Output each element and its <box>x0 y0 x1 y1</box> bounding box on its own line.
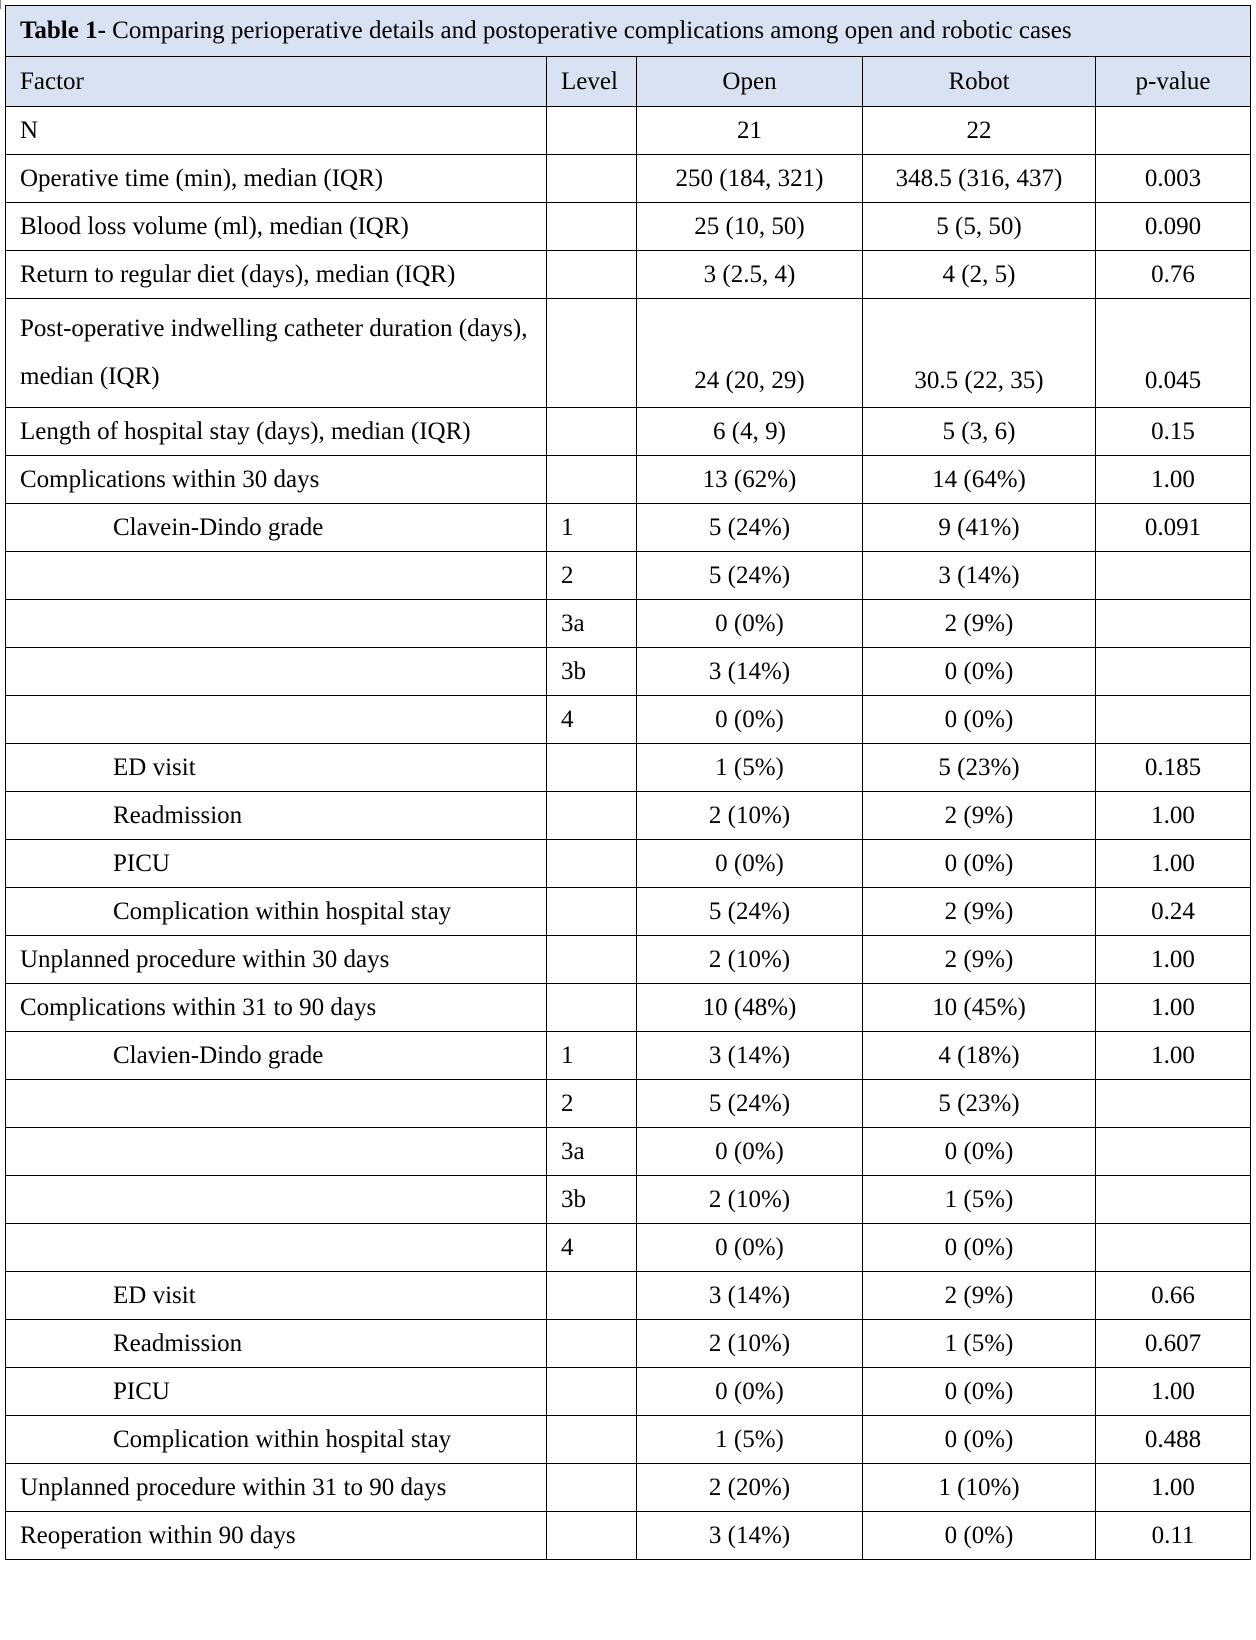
table-row <box>6 408 1251 456</box>
p-value-cell: 0.607 <box>1096 1320 1251 1368</box>
table-row <box>6 888 1251 936</box>
open-cell: 2 (10%) <box>637 936 863 984</box>
p-value-cell: 0.66 <box>1096 1272 1251 1320</box>
table-row <box>6 1464 1251 1512</box>
open-cell: 1 (5%) <box>637 744 863 792</box>
robot-cell: 4 (2, 5) <box>863 251 1096 299</box>
factor-cell: Reoperation within 90 days <box>6 1512 547 1560</box>
factor-cell: Readmission <box>6 792 547 840</box>
p-value-cell <box>1096 1224 1251 1272</box>
robot-cell: 10 (45%) <box>863 984 1096 1032</box>
factor-cell: PICU <box>6 840 547 888</box>
p-value-cell: 1.00 <box>1096 840 1251 888</box>
level-cell: 2 <box>547 552 637 600</box>
table-row <box>6 600 1251 648</box>
factor-cell: Complication within hospital stay <box>6 1416 547 1464</box>
factor-cell: Clavien-Dindo grade <box>6 1032 547 1080</box>
open-cell: 3 (14%) <box>637 648 863 696</box>
level-cell <box>547 456 637 504</box>
robot-cell: 0 (0%) <box>863 648 1096 696</box>
factor-cell: Post-operative indwelling catheter duration (days), median (IQR) <box>6 299 547 408</box>
p-value-cell: 0.090 <box>1096 203 1251 251</box>
level-cell <box>547 1416 637 1464</box>
table-row <box>6 696 1251 744</box>
open-cell: 5 (24%) <box>637 1080 863 1128</box>
p-value-cell: 1.00 <box>1096 456 1251 504</box>
level-cell <box>547 107 637 155</box>
factor-cell: Complication within hospital stay <box>6 888 547 936</box>
robot-cell: 2 (9%) <box>863 936 1096 984</box>
open-cell: 0 (0%) <box>637 1368 863 1416</box>
open-cell: 250 (184, 321) <box>637 155 863 203</box>
level-cell <box>547 155 637 203</box>
level-cell: 3b <box>547 648 637 696</box>
p-value-cell <box>1096 107 1251 155</box>
results-table <box>5 5 1251 1560</box>
table-body <box>6 107 1251 1560</box>
factor-cell <box>6 1176 547 1224</box>
open-cell: 25 (10, 50) <box>637 203 863 251</box>
header-robot: Robot <box>863 57 1096 107</box>
p-value-cell: 0.76 <box>1096 251 1251 299</box>
p-value-cell: 1.00 <box>1096 792 1251 840</box>
level-cell <box>547 1368 637 1416</box>
open-cell: 5 (24%) <box>637 552 863 600</box>
factor-cell: Clavein-Dindo grade <box>6 504 547 552</box>
level-cell: 3a <box>547 1128 637 1176</box>
factor-cell: Complications within 30 days <box>6 456 547 504</box>
robot-cell: 2 (9%) <box>863 792 1096 840</box>
table-row <box>6 203 1251 251</box>
table-row <box>6 792 1251 840</box>
robot-cell: 2 (9%) <box>863 600 1096 648</box>
p-value-cell: 1.00 <box>1096 1368 1251 1416</box>
p-value-cell: 0.091 <box>1096 504 1251 552</box>
level-cell <box>547 744 637 792</box>
robot-cell: 0 (0%) <box>863 696 1096 744</box>
p-value-cell <box>1096 696 1251 744</box>
robot-cell: 3 (14%) <box>863 552 1096 600</box>
open-cell: 13 (62%) <box>637 456 863 504</box>
p-value-cell: 0.185 <box>1096 744 1251 792</box>
open-cell: 1 (5%) <box>637 1416 863 1464</box>
robot-cell: 1 (10%) <box>863 1464 1096 1512</box>
factor-cell: ED visit <box>6 1272 547 1320</box>
factor-cell <box>6 1224 547 1272</box>
p-value-cell <box>1096 552 1251 600</box>
open-cell: 21 <box>637 107 863 155</box>
table-row <box>6 1128 1251 1176</box>
open-cell: 2 (20%) <box>637 1464 863 1512</box>
level-cell: 4 <box>547 696 637 744</box>
level-cell <box>547 251 637 299</box>
open-cell: 3 (14%) <box>637 1512 863 1560</box>
factor-cell <box>6 1080 547 1128</box>
p-value-cell: 1.00 <box>1096 1464 1251 1512</box>
level-cell <box>547 888 637 936</box>
factor-cell: N <box>6 107 547 155</box>
robot-cell: 1 (5%) <box>863 1176 1096 1224</box>
p-value-cell <box>1096 1176 1251 1224</box>
factor-cell: ED visit <box>6 744 547 792</box>
table-row <box>6 1080 1251 1128</box>
factor-cell: Length of hospital stay (days), median (IQR) <box>6 408 547 456</box>
open-cell: 24 (20, 29) <box>637 299 863 408</box>
robot-cell: 0 (0%) <box>863 1512 1096 1560</box>
level-cell: 1 <box>547 1032 637 1080</box>
p-value-cell: 0.045 <box>1096 299 1251 408</box>
level-cell: 1 <box>547 504 637 552</box>
table-row <box>6 504 1251 552</box>
robot-cell: 2 (9%) <box>863 1272 1096 1320</box>
factor-cell: Return to regular diet (days), median (IQR) <box>6 251 547 299</box>
robot-cell: 22 <box>863 107 1096 155</box>
robot-cell: 5 (23%) <box>863 1080 1096 1128</box>
p-value-cell: 0.488 <box>1096 1416 1251 1464</box>
table-row <box>6 1176 1251 1224</box>
header-p-value: p-value <box>1096 57 1251 107</box>
p-value-cell: 1.00 <box>1096 1032 1251 1080</box>
robot-cell: 0 (0%) <box>863 1368 1096 1416</box>
table-row <box>6 984 1251 1032</box>
open-cell: 3 (14%) <box>637 1272 863 1320</box>
open-cell: 0 (0%) <box>637 696 863 744</box>
robot-cell: 5 (3, 6) <box>863 408 1096 456</box>
open-cell: 6 (4, 9) <box>637 408 863 456</box>
level-cell: 3b <box>547 1176 637 1224</box>
robot-cell: 0 (0%) <box>863 840 1096 888</box>
table-row <box>6 744 1251 792</box>
p-value-cell <box>1096 648 1251 696</box>
robot-cell: 2 (9%) <box>863 888 1096 936</box>
factor-cell <box>6 552 547 600</box>
level-cell <box>547 408 637 456</box>
level-cell <box>547 840 637 888</box>
table-row <box>6 155 1251 203</box>
robot-cell: 30.5 (22, 35) <box>863 299 1096 408</box>
robot-cell: 5 (5, 50) <box>863 203 1096 251</box>
level-cell: 2 <box>547 1080 637 1128</box>
table-caption-label: Table 1- <box>20 17 106 44</box>
p-value-cell <box>1096 600 1251 648</box>
table-row <box>6 840 1251 888</box>
p-value-cell: 0.24 <box>1096 888 1251 936</box>
open-cell: 5 (24%) <box>637 888 863 936</box>
p-value-cell <box>1096 1128 1251 1176</box>
level-cell <box>547 792 637 840</box>
header-factor: Factor <box>6 57 547 107</box>
p-value-cell <box>1096 1080 1251 1128</box>
open-cell: 0 (0%) <box>637 1128 863 1176</box>
table-caption-text: Comparing perioperative details and postoperative complications among open and robotic cases <box>105 17 1072 44</box>
factor-cell <box>6 600 547 648</box>
level-cell <box>547 936 637 984</box>
open-cell: 5 (24%) <box>637 504 863 552</box>
p-value-cell: 1.00 <box>1096 936 1251 984</box>
factor-cell: Complications within 31 to 90 days <box>6 984 547 1032</box>
open-cell: 2 (10%) <box>637 1176 863 1224</box>
level-cell <box>547 1464 637 1512</box>
factor-cell: Unplanned procedure within 31 to 90 days <box>6 1464 547 1512</box>
robot-cell: 0 (0%) <box>863 1416 1096 1464</box>
table-row <box>6 1032 1251 1080</box>
robot-cell: 5 (23%) <box>863 744 1096 792</box>
table-row <box>6 1416 1251 1464</box>
factor-cell: Operative time (min), median (IQR) <box>6 155 547 203</box>
robot-cell: 0 (0%) <box>863 1128 1096 1176</box>
open-cell: 10 (48%) <box>637 984 863 1032</box>
level-cell: 4 <box>547 1224 637 1272</box>
table-row <box>6 552 1251 600</box>
p-value-cell: 0.003 <box>1096 155 1251 203</box>
robot-cell: 9 (41%) <box>863 504 1096 552</box>
table-row <box>6 1368 1251 1416</box>
open-cell: 3 (2.5, 4) <box>637 251 863 299</box>
open-cell: 3 (14%) <box>637 1032 863 1080</box>
open-cell: 0 (0%) <box>637 840 863 888</box>
level-cell <box>547 1320 637 1368</box>
level-cell <box>547 1512 637 1560</box>
factor-cell: Blood loss volume (ml), median (IQR) <box>6 203 547 251</box>
table-row <box>6 299 1251 408</box>
header-open: Open <box>637 57 863 107</box>
open-cell: 2 (10%) <box>637 792 863 840</box>
robot-cell: 1 (5%) <box>863 1320 1096 1368</box>
factor-cell: Readmission <box>6 1320 547 1368</box>
table-row <box>6 1272 1251 1320</box>
p-value-cell: 1.00 <box>1096 984 1251 1032</box>
table-row <box>6 1224 1251 1272</box>
robot-cell: 4 (18%) <box>863 1032 1096 1080</box>
factor-cell <box>6 696 547 744</box>
level-cell <box>547 1272 637 1320</box>
level-cell <box>547 299 637 408</box>
level-cell <box>547 984 637 1032</box>
robot-cell: 14 (64%) <box>863 456 1096 504</box>
level-cell <box>547 203 637 251</box>
table-caption <box>6 6 1251 57</box>
table-row <box>6 1320 1251 1368</box>
factor-cell: PICU <box>6 1368 547 1416</box>
factor-cell <box>6 648 547 696</box>
p-value-cell: 0.11 <box>1096 1512 1251 1560</box>
table-row <box>6 936 1251 984</box>
robot-cell: 348.5 (316, 437) <box>863 155 1096 203</box>
header-level: Level <box>547 57 637 107</box>
table-header-row <box>6 57 1251 107</box>
level-cell: 3a <box>547 600 637 648</box>
table-row <box>6 251 1251 299</box>
corner-mark <box>0 0 1 9</box>
table-row <box>6 456 1251 504</box>
table-row <box>6 107 1251 155</box>
table-row <box>6 648 1251 696</box>
factor-cell: Unplanned procedure within 30 days <box>6 936 547 984</box>
open-cell: 2 (10%) <box>637 1320 863 1368</box>
open-cell: 0 (0%) <box>637 600 863 648</box>
robot-cell: 0 (0%) <box>863 1224 1096 1272</box>
open-cell: 0 (0%) <box>637 1224 863 1272</box>
p-value-cell: 0.15 <box>1096 408 1251 456</box>
table-row <box>6 1512 1251 1560</box>
factor-cell <box>6 1128 547 1176</box>
